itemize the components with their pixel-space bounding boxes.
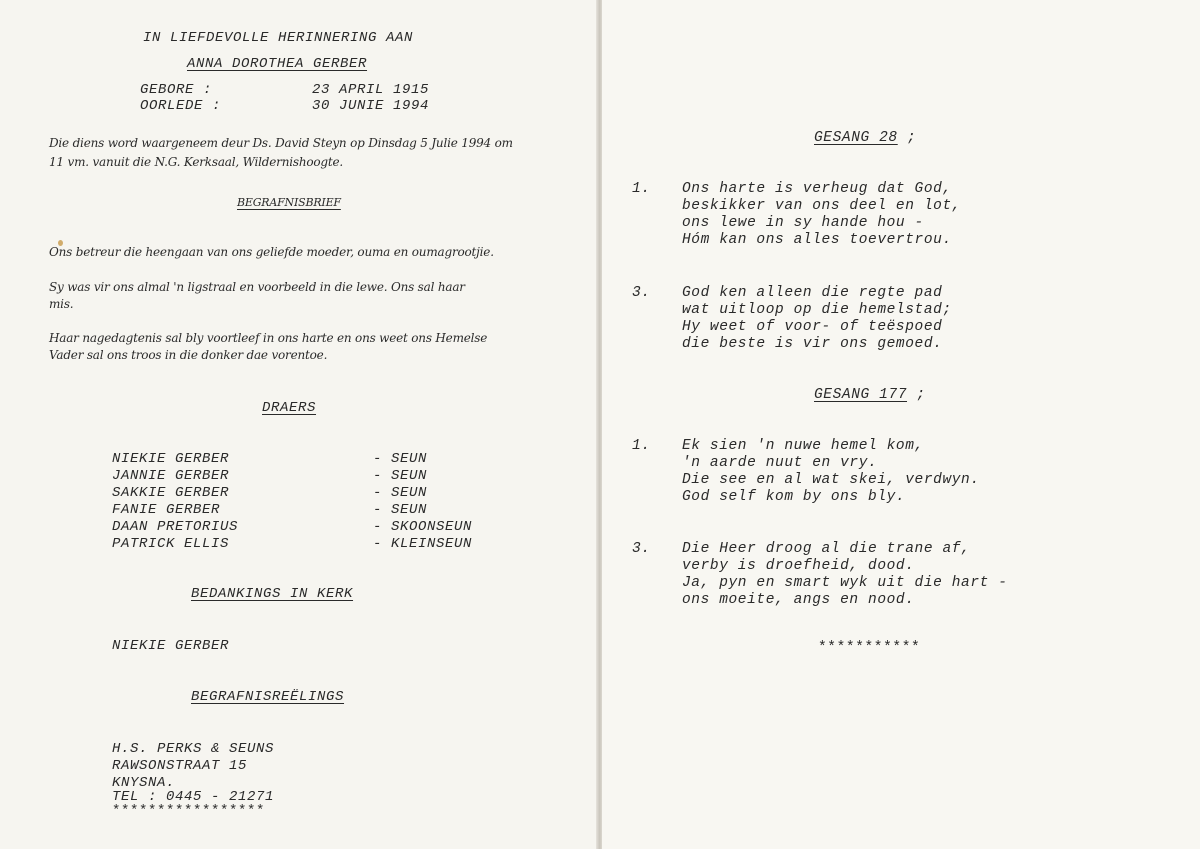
deceased-name: ANNA DOROTHEA GERBER: [187, 56, 368, 72]
born-label: GEBORE :: [140, 82, 213, 98]
verse-number: 1.: [632, 181, 651, 197]
bearer-relation: - SKOONSEUN: [373, 519, 473, 535]
bearer-name: NIEKIE GERBER: [112, 451, 230, 467]
left-stars-divider: *****************: [112, 803, 266, 819]
bearer-relation: - SEUN: [373, 485, 428, 501]
right-page: [602, 0, 1200, 849]
bearer-relation: - SEUN: [373, 468, 428, 484]
thanks-name: NIEKIE GERBER: [112, 638, 230, 654]
verse-line: beskikker van ons deel en lot,: [682, 198, 962, 214]
verse-line: Die see en al wat skei, verdwyn.: [682, 472, 980, 488]
letter-paragraph-3-line-1: Haar nagedagtenis sal bly voortleef in ons harte en ons weet ons Hemelse: [49, 331, 488, 345]
verse-number: 3.: [632, 285, 651, 301]
undertaker-phone: TEL : 0445 - 21271: [112, 789, 275, 805]
bearer-name: FANIE GERBER: [112, 502, 221, 518]
died-label: OORLEDE :: [140, 98, 222, 114]
left-page: [0, 0, 598, 849]
bearer-name: DAAN PRETORIUS: [112, 519, 239, 535]
arrangements-title: BEGRAFNISREËLINGS: [191, 689, 345, 705]
verse-line: ons moeite, angs en nood.: [682, 592, 915, 608]
hymn-177-semicolon: ;: [916, 387, 926, 403]
died-date: 30 JUNIE 1994: [312, 98, 430, 114]
bearer-relation: - SEUN: [373, 451, 428, 467]
undertaker-line: H.S. PERKS & SEUNS: [112, 741, 275, 757]
bearer-name: SAKKIE GERBER: [112, 485, 230, 501]
bearers-title: DRAERS: [262, 400, 317, 416]
undertaker-line: KNYSNA.: [112, 775, 176, 791]
hymn-28-semicolon: ;: [907, 130, 917, 146]
hymn-177-title: GESANG 177: [814, 387, 908, 403]
verse-line: God self kom by ons bly.: [682, 489, 906, 505]
verse-line: wat uitloop op die hemelstad;: [682, 302, 952, 318]
verse-line: Hóm kan ons alles toevertrou.: [682, 232, 952, 248]
letter-title: BEGRAFNISBRIEF: [237, 196, 341, 209]
memorial-heading: IN LIEFDEVOLLE HERINNERING AAN: [143, 30, 414, 46]
hymn-28-heading: [814, 130, 916, 146]
bearer-name: JANNIE GERBER: [112, 468, 230, 484]
born-date: 23 APRIL 1915: [312, 82, 430, 98]
bearer-name: PATRICK ELLIS: [112, 536, 230, 552]
letter-paragraph-1: Ons betreur die heengaan van ons geliefde moeder, ouma en oumagrootjie.: [49, 245, 494, 259]
verse-line: die beste is vir ons gemoed.: [682, 336, 943, 352]
service-details-line-1: Die diens word waargeneem deur Ds. David Steyn op Dinsdag 5 Julie 1994 om: [49, 136, 513, 150]
verse-number: 1.: [632, 438, 651, 454]
bearer-relation: - KLEINSEUN: [373, 536, 473, 552]
letter-paragraph-3-line-2: Vader sal ons troos in die donker dae vorentoe.: [49, 348, 328, 362]
bearer-relation: - SEUN: [373, 502, 428, 518]
hymn-177-heading: [814, 387, 926, 403]
verse-line: verby is droefheid, dood.: [682, 558, 915, 574]
verse-line: Hy weet of voor- of teëspoed: [682, 319, 943, 335]
verse-line: 'n aarde nuut en vry.: [682, 455, 878, 471]
hymn-28-title: GESANG 28: [814, 130, 898, 146]
undertaker-line: RAWSONSTRAAT 15: [112, 758, 248, 774]
verse-line: Ek sien 'n nuwe hemel kom,: [682, 438, 924, 454]
thanks-title: BEDANKINGS IN KERK: [191, 586, 354, 602]
letter-paragraph-2-line-2: mis.: [49, 297, 74, 311]
letter-paragraph-2-line-1: Sy was vir ons almal 'n ligstraal en voorbeeld in die lewe. Ons sal haar: [49, 280, 465, 294]
verse-line: Ja, pyn en smart wyk uit die hart -: [682, 575, 1008, 591]
verse-number: 3.: [632, 541, 651, 557]
verse-line: ons lewe in sy hande hou -: [682, 215, 924, 231]
verse-line: Ons harte is verheug dat God,: [682, 181, 952, 197]
verse-line: God ken alleen die regte pad: [682, 285, 943, 301]
verse-line: Die Heer droog al die trane af,: [682, 541, 971, 557]
service-details-line-2: 11 vm. vanuit die N.G. Kerksaal, Wildernishoogte.: [49, 155, 344, 169]
right-stars-divider: ***********: [818, 640, 921, 656]
